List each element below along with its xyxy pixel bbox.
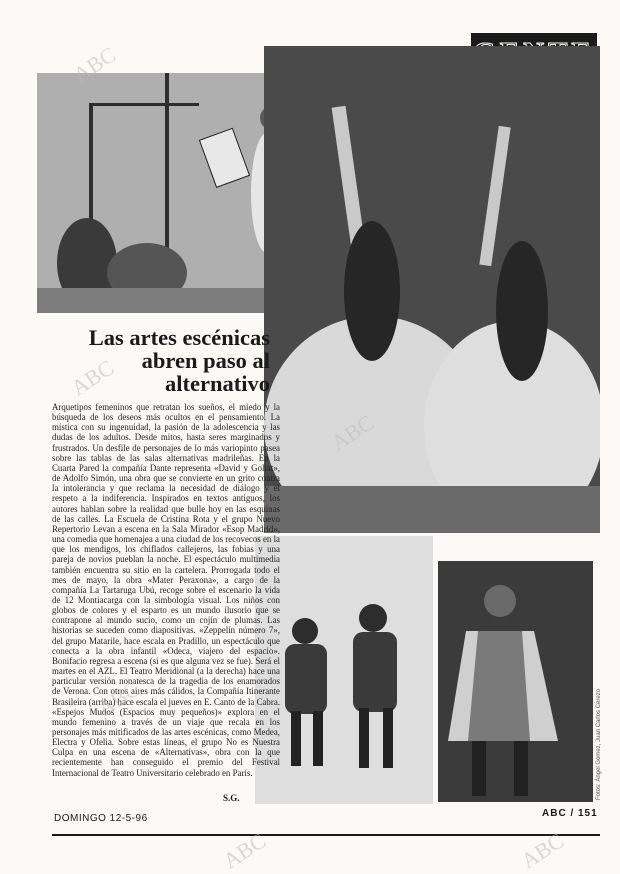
photo-fight-scene [255,536,433,804]
photo-stage-scene-image [37,73,292,313]
watermark: ABC [92,675,145,722]
photo-dancers [264,46,600,533]
watermark: ABC [218,827,271,874]
article-headline [40,326,270,395]
footer-date: DOMINGO 12-5-96 [54,813,148,824]
watermark: ABC [66,354,119,401]
photo-performer [438,561,593,802]
photo-credit: Fotos: Ángel Gómez, Juan Carlos Cerezo [596,688,602,800]
photo-stage-scene [37,73,292,313]
headline-line: Las artes escénicas [88,325,270,350]
footer-page-number: ABC / 151 [542,808,598,819]
photo-performer-image [438,561,593,802]
headline-line: alternativo [165,371,270,396]
watermark: ABC [68,41,121,88]
article-signature: S.G. [223,793,240,803]
photo-fight-scene-image [255,536,433,804]
article-body: Arquetipos femeninos que retratan los sueños, el miedo y la búsqueda de los deseos más ocultos en el pensamiento. La mística con su ingenuidad, la pasión de la adolescencia y las dudas de los adultos. Desde mitos, hasta seres marginados y frustrados. Un desfile de personajes de lo más variopinto pasea sobre las tablas de las salas alternativas madrileñas. En la Cuarta Pared la compañía Dante representa «David y Goliat», de Adolfo Simón, una obra que se convierte en un grito contra la intolerancia y que reclama la necesidad de diálogo y el respeto a la indiferencia. Inspirados en textos antiguos, los autores hablan sobre la realidad que bulle hoy en las esquinas de las calles. La Escuela de Cristina Rota y el grupo Nuevo Repertorio Levan a escena en la Sala Mirador «Esop Madrid», una comedia que homenajea a una ciudad de los recovecos en la que los mendigos, los chiflados callejeros, las fobias y una pareja de novios pueblan la noche. El espectáculo multimedia también encuentra su sitio en la cartelera. Prorrogada todo el mes de mayo, la obra «Mater Peraxona», a cargo de la compañía La Tartaruga Ubú, recoge sobre el escenario la vida de 12 Montiacarga con la simbología visual. Los niños con globos de colores y el esparto es un mundo ilusorio que se contrapone al mundo sucio, como un cojín de plumas. Las historias se suceden como diapositivas. «Zeppelín número 7», del grupo Matarile, hace escala en Pradillo, un espectáculo que conecta a la obra infantil «Odeca, viajero del espacio». Bonifacio regresa a escena (si es que alguna vez se fue). Será el martes en el AZL. El Teatro Meridional (a la derecha) hace una particular versión nonatesca de la tragedia de los enamorados de Verona. Con otros aires más cálidos, la Compañía Itinerante Brasileira (arriba) hace escala el jueves en E. Canto de la Cabra. «Espejos Mudos (Espacios muy pequeños)» explora en el mundo femenino a través de un viaje que recala en los personajes más mitificados de las artes escénicas, como Medea, Electra y Ofelia. Sobre estas líneas, el grupo No es Nuestra Culpa en una escena de «Alternativas», obra con la que recientemente han conseguido el premio del Festival Internacional de Teatro Universitario celebrado en París. [52,402,280,778]
photo-dancers-image [264,46,600,533]
watermark: ABC [516,827,569,874]
headline-line: abren paso al [141,348,270,373]
bottom-rule [52,834,600,836]
watermark: ABC [326,409,379,456]
